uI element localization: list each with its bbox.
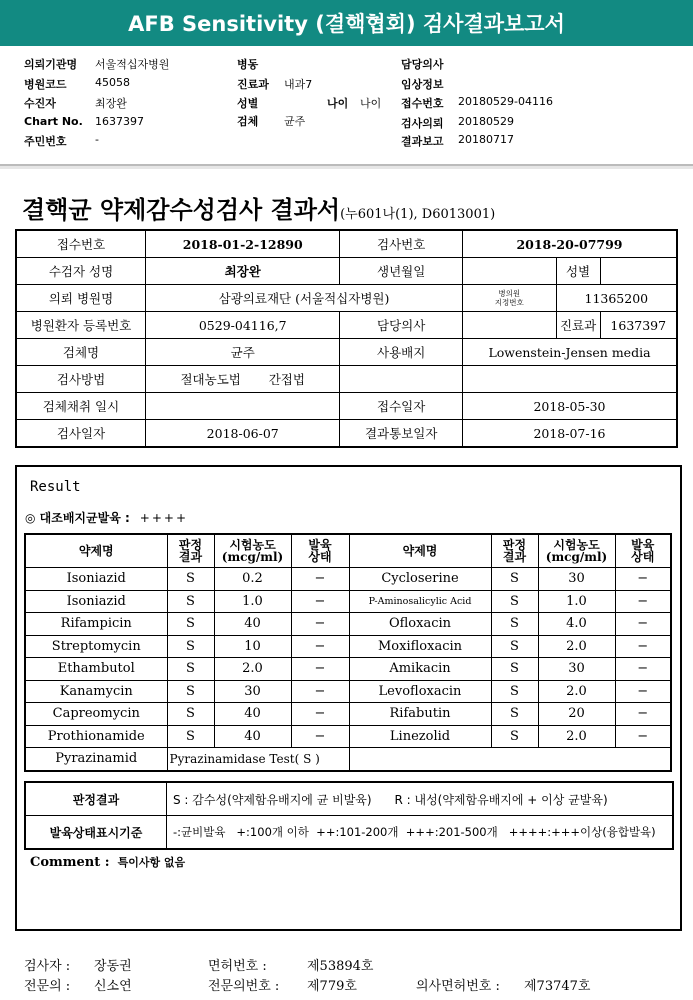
doctor [462, 312, 556, 339]
judge-s: S : 감수성(약제함유배지에 균 비발육) [173, 792, 372, 807]
specialist-label: 전문의 : [24, 979, 71, 994]
info-label: 접수번호 [401, 97, 444, 110]
test-date-label: 검사일자 [16, 420, 146, 448]
table-row [25, 635, 671, 658]
drug-conc-cell: 30 [214, 680, 291, 703]
col-conc-1: 시험농도 [553, 538, 600, 552]
drug-conc-cell: 1.0 [214, 590, 291, 613]
info-value: 균주 [284, 115, 306, 128]
drug-result-cell: S [167, 680, 214, 703]
info-value: 서울적십자병원 [95, 58, 170, 71]
drug-table [24, 533, 672, 772]
test-no-label: 검사번호 [340, 230, 463, 258]
control-value: ++++ [139, 511, 188, 525]
table-header-row [25, 534, 671, 568]
table-row [16, 230, 677, 258]
drug-result-cell: S [167, 568, 214, 591]
notify: 2018-07-16 [462, 420, 677, 448]
pyrazinamide-drug: Pyrazinamid [25, 748, 167, 771]
drug-growth-cell: − [291, 613, 349, 636]
drug-drug-cell: Rifabutin [349, 703, 491, 726]
doc-license: 제73747호 [524, 979, 591, 994]
sex [600, 258, 677, 285]
birth [462, 258, 556, 285]
drug-drug-cell: Capreomycin [25, 703, 167, 726]
empty-cell [462, 366, 677, 393]
spec-license-label: 전문의번호 : [208, 979, 280, 994]
drug-growth-cell: − [291, 568, 349, 591]
info-label: 진료과 [237, 78, 269, 91]
drug-conc-cell: 40 [214, 703, 291, 726]
drug-growth-cell: − [291, 635, 349, 658]
notify-label: 결과통보일자 [340, 420, 463, 448]
drug-growth-cell: − [615, 635, 671, 658]
reg-no: 0529-04116,7 [146, 312, 340, 339]
judge-r: R : 내성(약제함유배지에 + 이상 균발육) [394, 792, 608, 807]
drug-result-cell: S [491, 613, 538, 636]
divider-shadow [0, 166, 693, 169]
growth-legend-text: -:균비발육 +:100개 이하 ++:101-200개 +++:201-500개 ++++:+++이상(융합발육) [167, 816, 674, 850]
col-conc-2: (mcg/ml) [221, 550, 284, 564]
info-label: 수진자 [24, 97, 56, 110]
drug-result-cell: S [167, 613, 214, 636]
info-label: 나이 [327, 97, 349, 110]
col-judge [491, 534, 538, 568]
patient-info [0, 46, 693, 164]
table-row [16, 339, 677, 366]
drug-growth-cell: − [615, 725, 671, 748]
patient-name-label: 수검자 성명 [16, 258, 146, 285]
col-judge [167, 534, 214, 568]
info-label: 담당의사 [401, 58, 444, 71]
drug-drug-cell: Ofloxacin [349, 613, 491, 636]
drug-result-cell: S [491, 658, 538, 681]
accept: 2018-05-30 [462, 393, 677, 420]
table-row [16, 312, 677, 339]
table-row [25, 680, 671, 703]
drug-conc-cell: 1.0 [538, 590, 615, 613]
collect-label: 검체채취 일시 [16, 393, 146, 420]
info-label: 병원코드 [24, 78, 67, 91]
table-row [25, 782, 673, 816]
drug-growth-cell: − [291, 658, 349, 681]
col-conc [214, 534, 291, 568]
drug-drug-cell: Isoniazid [25, 568, 167, 591]
result-label: Result [30, 479, 81, 495]
drug-drug-cell: P-Aminosalicylic Acid [349, 590, 491, 613]
info-label: 검체 [237, 115, 259, 128]
col-judge-1: 판정 [178, 538, 203, 552]
doctor-label: 담당의사 [340, 312, 463, 339]
spec-license: 제779호 [307, 979, 357, 994]
drug-conc-cell: 40 [214, 725, 291, 748]
test-date: 2018-06-07 [146, 420, 340, 448]
patient-name: 최장완 [146, 258, 340, 285]
table-row [16, 420, 677, 448]
drug-result-cell: S [167, 703, 214, 726]
info-label: 임상정보 [401, 78, 444, 91]
info-value: 20180529-04116 [458, 95, 553, 108]
license-label: 면허번호 : [208, 959, 267, 974]
pyrazinamide-test: Pyrazinamidase Test( S ) [167, 748, 349, 771]
specialist: 신소연 [94, 979, 132, 994]
control-growth [25, 509, 188, 526]
receipt-no: 2018-01-2-12890 [146, 230, 340, 258]
drug-conc-cell: 10 [214, 635, 291, 658]
info-value: 1637397 [95, 115, 144, 128]
drug-conc-cell: 2.0 [538, 680, 615, 703]
drug-result-cell: S [167, 658, 214, 681]
growth-legend-label: 발육상태표시기준 [25, 816, 167, 850]
table-row [25, 725, 671, 748]
table-row [25, 658, 671, 681]
drug-result-cell: S [491, 725, 538, 748]
empty-cell [340, 366, 463, 393]
method-2: 간접법 [268, 372, 305, 387]
drug-conc-cell: 30 [538, 658, 615, 681]
drug-growth-cell: − [615, 703, 671, 726]
comment [30, 854, 185, 870]
hospital: 삼광의료재단 (서울적십자병원) [146, 285, 463, 312]
col-growth-1: 발육 [631, 538, 655, 552]
info-value: 20180717 [458, 133, 514, 146]
drug-result-cell: S [167, 725, 214, 748]
drug-growth-cell: − [615, 658, 671, 681]
drug-conc-cell: 30 [538, 568, 615, 591]
method [146, 366, 340, 393]
col-growth-1: 발육 [308, 538, 332, 552]
col-judge-2: 결과 [178, 550, 203, 564]
info-label: 성별 [237, 97, 259, 110]
designated-no: 11365200 [556, 285, 677, 312]
header-title: AFB Sensitivity (결핵협회) 검사결과보고서 [128, 12, 565, 36]
result-box [15, 465, 682, 931]
drug-growth-cell: − [615, 613, 671, 636]
table-row [16, 393, 677, 420]
info-label: 의뢰기관명 [24, 58, 78, 71]
drug-result-cell: S [491, 703, 538, 726]
col-conc-1: 시험농도 [229, 538, 276, 552]
info-value: 20180529 [458, 115, 514, 128]
drug-result-cell: S [167, 635, 214, 658]
medium-label: 사용배지 [340, 339, 463, 366]
control-label: ◎ 대조배지균발육 : [25, 511, 130, 525]
test-no: 2018-20-07799 [462, 230, 677, 258]
hospital-label: 의뢰 병원명 [16, 285, 146, 312]
tester-label: 검사자 : [24, 959, 71, 974]
medium: Lowenstein-Jensen media [462, 339, 677, 366]
drug-conc-cell: 2.0 [538, 635, 615, 658]
drug-growth-cell: − [615, 568, 671, 591]
report-title [22, 190, 495, 225]
drug-conc-cell: 40 [214, 613, 291, 636]
accept-label: 접수일자 [340, 393, 463, 420]
drug-result-cell: S [491, 568, 538, 591]
info-table [15, 229, 678, 448]
info-label: 검사의뢰 [401, 117, 444, 130]
col-judge-1: 판정 [502, 538, 527, 552]
col-drug: 약제명 [349, 534, 491, 568]
sex-label: 성별 [556, 258, 600, 285]
table-row [16, 366, 677, 393]
specimen: 균주 [146, 339, 340, 366]
drug-drug-cell: Rifampicin [25, 613, 167, 636]
empty-cell [349, 748, 671, 771]
col-conc [538, 534, 615, 568]
license: 제53894호 [307, 959, 374, 974]
info-value: 나이 [360, 97, 382, 110]
info-label: 결과보고 [401, 135, 444, 148]
drug-drug-cell: Isoniazid [25, 590, 167, 613]
dept-label: 진료과 [556, 312, 600, 339]
comment-label: Comment : [30, 855, 110, 870]
table-row [25, 703, 671, 726]
info-label: Chart No. [24, 115, 83, 128]
info-label: 병동 [237, 58, 259, 71]
col-conc-2: (mcg/ml) [545, 550, 608, 564]
drug-growth-cell: − [291, 680, 349, 703]
method-1: 절대농도법 [180, 372, 241, 387]
table-row [25, 816, 673, 850]
drug-result-cell: S [491, 680, 538, 703]
drug-growth-cell: − [291, 725, 349, 748]
reg-no-label: 병원환자 등록번호 [16, 312, 146, 339]
col-drug: 약제명 [25, 534, 167, 568]
judge-legend-label: 판정결과 [25, 782, 167, 816]
table-row [25, 748, 671, 771]
drug-conc-cell: 2.0 [538, 725, 615, 748]
info-value: - [95, 133, 99, 146]
drug-conc-cell: 4.0 [538, 613, 615, 636]
col-growth-2: 상태 [308, 550, 332, 564]
collect [146, 393, 340, 420]
specimen-label: 검체명 [16, 339, 146, 366]
info-label: 주민번호 [24, 135, 67, 148]
tester: 장동권 [94, 959, 132, 974]
drug-conc-cell: 0.2 [214, 568, 291, 591]
report-header [0, 0, 693, 46]
drug-conc-cell: 2.0 [214, 658, 291, 681]
drug-drug-cell: Ethambutol [25, 658, 167, 681]
drug-growth-cell: − [615, 590, 671, 613]
drug-drug-cell: Kanamycin [25, 680, 167, 703]
table-row [25, 613, 671, 636]
drug-drug-cell: Streptomycin [25, 635, 167, 658]
designated-no-label [462, 285, 556, 312]
table-row [25, 590, 671, 613]
designated-no-label-line: 병의원 [498, 289, 521, 298]
drug-growth-cell: − [291, 703, 349, 726]
comment-text: 특이사항 없음 [117, 856, 186, 869]
birth-label: 생년월일 [340, 258, 463, 285]
col-growth-2: 상태 [631, 550, 655, 564]
drug-table-body [25, 568, 671, 771]
drug-result-cell: S [167, 590, 214, 613]
drug-drug-cell: Linezolid [349, 725, 491, 748]
dept: 1637397 [600, 312, 677, 339]
judge-legend-text [167, 782, 674, 816]
doc-license-label: 의사면허번호 : [416, 979, 500, 994]
col-growth [291, 534, 349, 568]
table-row [25, 568, 671, 591]
info-value: 45058 [95, 76, 130, 89]
drug-drug-cell: Moxifloxacin [349, 635, 491, 658]
info-value: 내과7 [284, 78, 313, 91]
drug-result-cell: S [491, 635, 538, 658]
col-growth [615, 534, 671, 568]
report-code: (누601나(1), D6013001) [340, 207, 496, 222]
report-title-text: 결핵균 약제감수성검사 결과서 [22, 195, 341, 224]
drug-drug-cell: Cycloserine [349, 568, 491, 591]
drug-drug-cell: Prothionamide [25, 725, 167, 748]
info-value: 최장완 [95, 97, 127, 110]
drug-result-cell: S [491, 590, 538, 613]
drug-conc-cell: 20 [538, 703, 615, 726]
receipt-no-label: 접수번호 [16, 230, 146, 258]
table-row [16, 285, 677, 312]
col-judge-2: 결과 [502, 550, 527, 564]
designated-no-label-line: 지정번호 [494, 298, 524, 307]
legend-table [24, 781, 674, 850]
drug-growth-cell: − [615, 680, 671, 703]
table-row [16, 258, 677, 285]
method-label: 검사방법 [16, 366, 146, 393]
drug-growth-cell: − [291, 590, 349, 613]
drug-drug-cell: Levofloxacin [349, 680, 491, 703]
drug-drug-cell: Amikacin [349, 658, 491, 681]
